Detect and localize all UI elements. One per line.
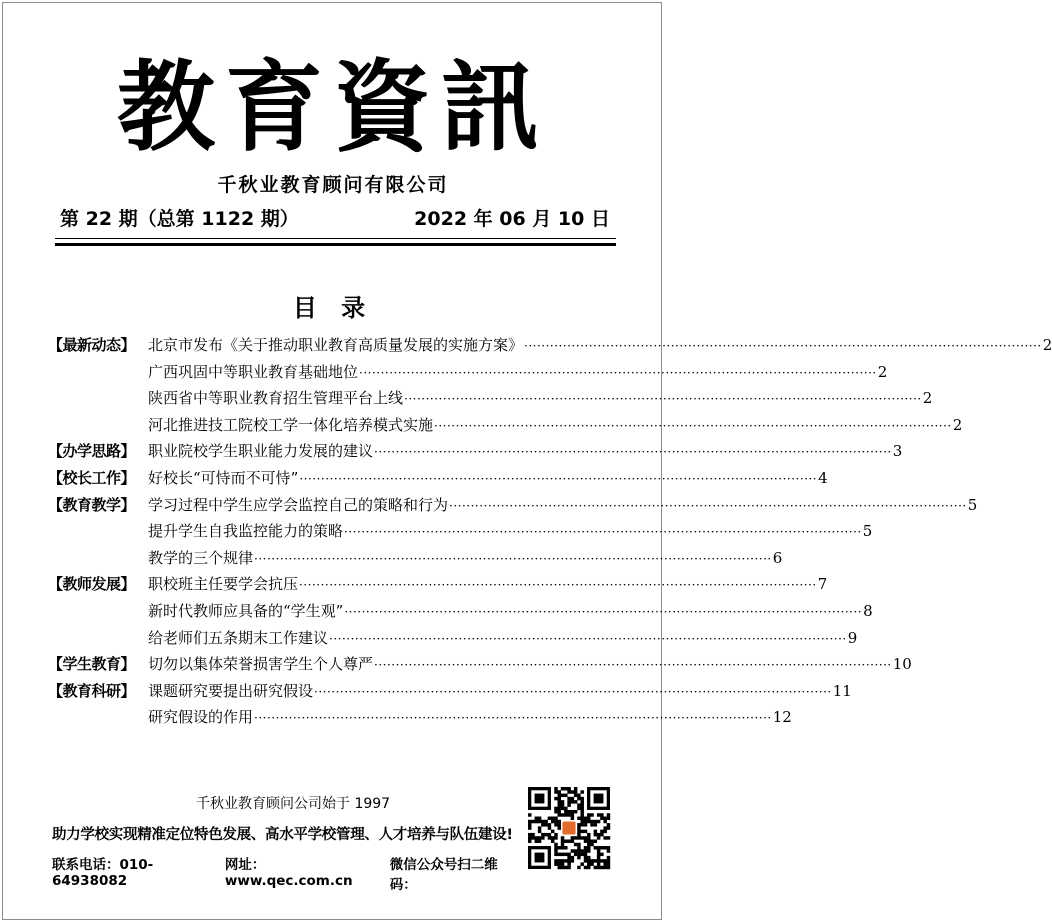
toc-entry-title: 广西巩固中等职业教育基础地位: [148, 362, 359, 381]
footer-slogan: 助力学校实现精准定位特色发展、高水平学校管理、人才培养与队伍建设!: [52, 827, 513, 843]
toc-page-number: 8: [863, 601, 873, 620]
toc-page-number: 4: [818, 468, 828, 487]
toc-page-number: 2: [952, 415, 963, 434]
toc-entry-title: 教学的三个规律: [148, 548, 254, 567]
toc-row: [48, 361, 888, 388]
issue-number: 第 22 期（总第 1122 期）: [60, 208, 299, 230]
toc-entry-title: 课题研究要提出研究假设: [148, 681, 314, 700]
toc-category: 【教育教学】: [48, 495, 136, 514]
toc-category: 【办学思路】: [48, 442, 136, 461]
footer-wechat: 微信公众号扫二维码：: [389, 857, 498, 893]
toc-leader-dots: ························································································································: [359, 365, 877, 380]
company-name: 千秋业教育顾问有限公司: [217, 174, 449, 196]
footer-phone: 联系电话：010-64938082: [52, 857, 154, 889]
toc-entry-title: 新时代教师应具备的“学生观”: [148, 601, 344, 620]
toc-entry[interactable]: [148, 600, 873, 623]
toc-leader-dots: ························································································································: [449, 498, 967, 513]
toc-row: [48, 494, 978, 521]
toc-entry-title: 河北推进技工院校工学一体化培养模式实施: [148, 415, 434, 434]
toc-row: [48, 387, 933, 414]
toc-row: [48, 706, 792, 733]
toc-row: [48, 334, 1052, 361]
toc-leader-dots: ························································································································: [254, 551, 772, 566]
toc-entry-title: 北京市发布《关于推动职业教育高质量发展的实施方案》: [148, 336, 524, 354]
toc-category: 【教师发展】: [48, 575, 136, 594]
toc-entry[interactable]: [148, 334, 1052, 357]
toc-leader-dots: ························································································································: [404, 392, 922, 407]
toc-entry-title: 职校班主任要学会抗压: [148, 575, 299, 594]
toc-entry-title: 学习过程中学生应学会监控自己的策略和行为: [148, 495, 449, 514]
toc-page-number: 2: [922, 389, 933, 408]
toc-row: [48, 467, 828, 494]
toc-category: 【校长工作】: [48, 468, 136, 487]
toc-entry[interactable]: [148, 520, 873, 543]
toc-row: [48, 414, 963, 441]
toc-entry[interactable]: [148, 494, 978, 517]
toc-entry-title: 好校长“可恃而不可恃”: [148, 468, 299, 487]
toc-entry[interactable]: [148, 573, 828, 596]
toc-leader-dots: ························································································································: [254, 711, 772, 726]
header-rule-thin: [55, 238, 616, 239]
toc-entry[interactable]: [148, 627, 858, 650]
toc-entry-title: 陕西省中等职业教育招生管理平台上线: [148, 389, 404, 408]
toc-entry[interactable]: [148, 440, 903, 463]
toc-leader-dots: ························································································································: [524, 339, 1042, 353]
toc-entry[interactable]: [148, 680, 852, 703]
toc-page-number: 7: [817, 575, 828, 594]
toc-leader-dots: ························································································································: [344, 525, 862, 540]
toc-row: [48, 440, 903, 467]
toc-entry-title: 给老师们五条期末工作建议: [148, 628, 329, 647]
toc-page-number: 11: [832, 681, 852, 700]
toc-row: [48, 653, 912, 680]
toc-row: [48, 627, 858, 654]
toc-entry[interactable]: [148, 547, 783, 570]
toc-entry-title: 切勿以集体荣誉损害学生个人尊严: [148, 655, 374, 674]
toc-row: [48, 600, 873, 627]
toc-page-number: 9: [847, 628, 858, 647]
toc-page-number: 10: [892, 655, 912, 674]
toc-category: 【教育科研】: [48, 681, 136, 700]
toc-page-number: 2: [1042, 336, 1052, 354]
toc-leader-dots: ························································································································: [344, 604, 863, 619]
toc-leader-dots: ························································································································: [314, 684, 832, 699]
header-rule-thick: [55, 243, 616, 246]
toc-entry-title: 提升学生自我监控能力的策略: [148, 522, 344, 541]
toc-entry[interactable]: [148, 361, 888, 384]
toc-page-number: 2: [877, 362, 888, 381]
toc-entry[interactable]: [148, 414, 963, 437]
footer-website: 网址：www.qec.com.cn: [224, 857, 353, 889]
toc-page-number: 5: [862, 522, 873, 541]
toc-leader-dots: ························································································································: [434, 418, 952, 433]
toc-row: [48, 547, 783, 574]
toc-entry-title: 研究假设的作用: [148, 708, 254, 727]
toc-page-number: 5: [967, 495, 978, 514]
toc-title: 目 录: [292, 294, 374, 322]
wechat-qr-code-icon: [528, 787, 610, 869]
toc-leader-dots: ························································································································: [374, 658, 892, 673]
toc-leader-dots: ························································································································: [374, 445, 892, 460]
footer-contact: [52, 853, 522, 893]
toc-entry-title: 职业院校学生职业能力发展的建议: [148, 442, 374, 461]
toc-page-number: 6: [772, 548, 783, 567]
footer-since: 千秋业教育顾问公司始于 1997: [196, 796, 391, 812]
toc-entry[interactable]: [148, 387, 933, 410]
masthead-title: 教育資訊: [116, 50, 549, 165]
toc-leader-dots: ························································································································: [329, 631, 847, 646]
toc-row: [48, 520, 873, 547]
toc-leader-dots: ························································································································: [299, 578, 817, 593]
toc-row: [48, 573, 828, 600]
toc-entry[interactable]: [148, 653, 912, 676]
table-of-contents: [48, 334, 1052, 733]
toc-entry[interactable]: [148, 467, 828, 490]
toc-category: 【最新动态】: [48, 336, 136, 354]
toc-row: [48, 680, 852, 707]
toc-leader-dots: ························································································································: [299, 471, 818, 486]
toc-category: 【学生教育】: [48, 655, 136, 674]
toc-entry[interactable]: [148, 706, 792, 729]
toc-page-number: 12: [772, 708, 792, 727]
toc-page-number: 3: [892, 442, 903, 461]
issue-date: 2022 年 06 月 10 日: [414, 208, 610, 230]
